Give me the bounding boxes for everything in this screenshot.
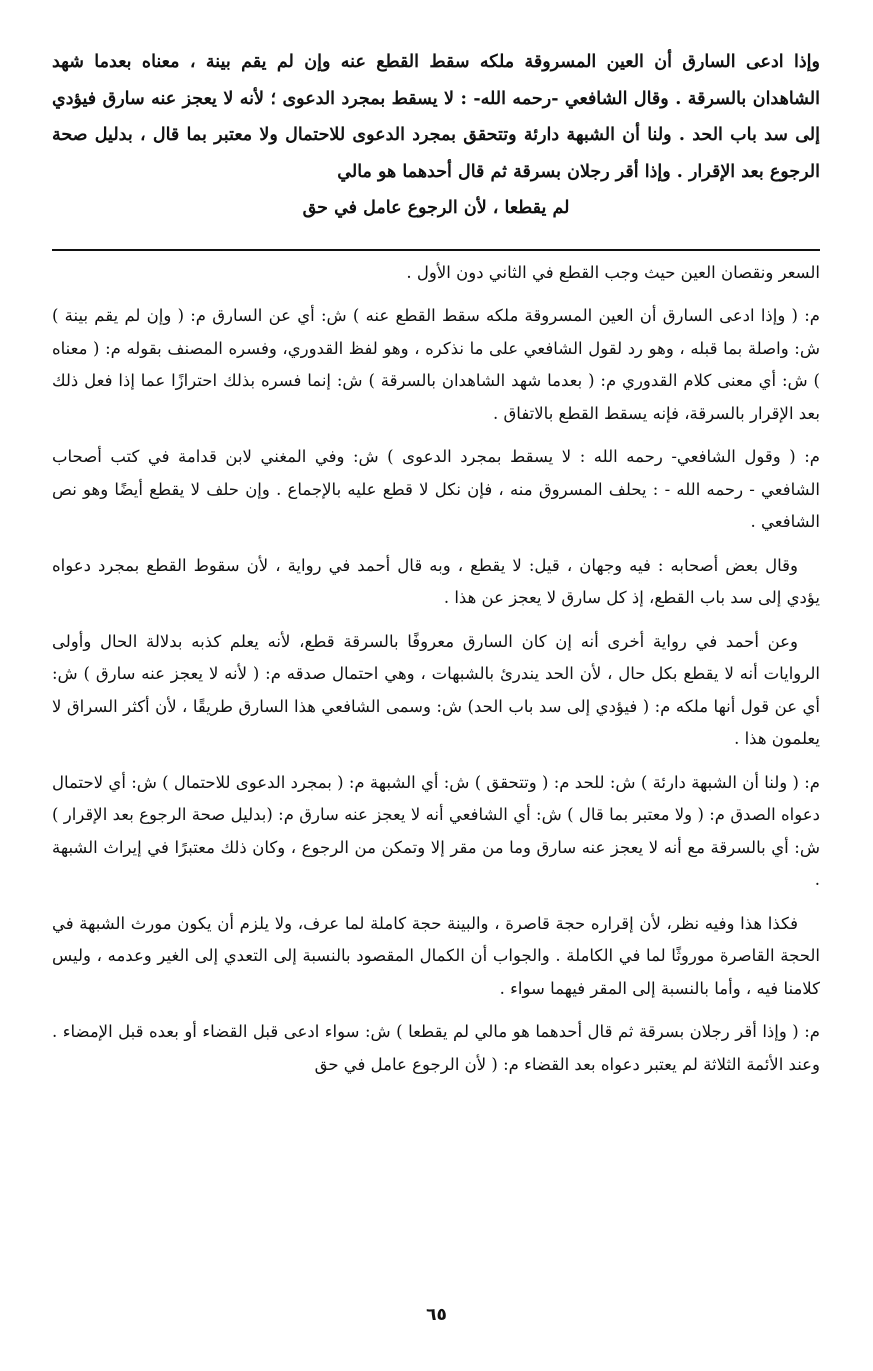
commentary-paragraph-7: فكذا هذا وفيه نظر، لأن إقراره حجة قاصرة ، والبينة حجة كاملة لما عرف، ولا يلزم أن يكون مورث الشبهة في الحجة القاصرة موروثًا لما في الكاملة . والجواب أن الكمال المقصود بالنسبة إلى التعدي إلى الغير وعدمه ، وليس كلامنا فيه ، وأما بالنسبة إلى المقر فيهما سواء . bbox=[52, 913, 820, 998]
commentary-paragraph-5: وعن أحمد في رواية أخرى أنه إن كان السارق معروفًا بالسرقة قطع، لأنه يعلم كذبه بدلالة الحال وأولى الروايات أنه لا يقطع بكل حال ، لأن الحد يندرئ بالشبهات ، وهي احتمال صدقه م: ( لأنه لا يعجز عنه سارق ) ش: أي عن قول أنها ملكه م: ( فيؤدي إلى سد باب الحد) ش: وسمى الشافعي هذا السارق طريقًا ، لأن أكثر السراق لا يعلمون هذا . bbox=[52, 631, 820, 748]
commentary-paragraph-4: وقال بعض أصحابه : فيه وجهان ، قيل: لا يقطع ، وبه قال أحمد في رواية ، لأن سقوط القطع بمجرد دعواه يؤدي إلى سد باب القطع، إذ كل سارق لا يعجز عن هذا . bbox=[52, 555, 820, 607]
commentary-paragraph-3: م: ( وقول الشافعي- رحمه الله : لا يسقط بمجرد الدعوى ) ش: وفي المغني لابن قدامة في كتب أصحاب الشافعي - رحمه الله - : يحلف المسروق منه ، فإن نكل لا قطع عليه بالإجماع . وإن حلف لا يقطع أيضًا وهو نص الشافعي . bbox=[52, 447, 820, 531]
main-paragraph: وإذا ادعى السارق أن العين المسروقة ملكه سقط القطع عنه وإن لم يقم بينة ، معناه بعدما شهد الشاهدان بالسرقة . وقال الشافعي -رحمه الله- : لا يسقط بمجرد الدعوى ؛ لأنه لا يعجز عنه سارق فيؤدي إلى سد باب الحد . ولنا أن الشبهة دارئة وتتحقق بمجرد الدعوى للاحتمال ولا معتبر بما قال ، بدليل صحة الرجوع بعد الإقرار . وإذا أقر رجلان بسرقة ثم قال أحدهما هو مالي bbox=[52, 52, 820, 182]
separator-rule bbox=[52, 249, 820, 251]
commentary-block bbox=[52, 257, 820, 1082]
commentary-paragraph-6: م: ( ولنا أن الشبهة دارئة ) ش: للحد م: ( وتتحقق ) ش: أي الشبهة م: ( بمجرد الدعوى للاحتمال ) ش: أي لاحتمال دعواه الصدق م: ( ولا معتبر بما قال ) ش: أي الشافعي أنه لا يعجز عنه سارق م: (بدليل صحة الرجوع بعد الإقرار ) ش: أي بالسرقة مع أنه لا يعجز عنه سارق وما من مقر إلا وتمكن من الرجوع ، وكان ذلك معتبرًا في إيراث الشبهة . bbox=[52, 772, 820, 889]
commentary-paragraph-8: م: ( وإذا أقر رجلان بسرقة ثم قال أحدهما هو مالي لم يقطعا ) ش: سواء ادعى قبل القضاء أو بعده قبل الإمضاء . وعند الأئمة الثلاثة لم يعتبر دعواه بعد القضاء م: ( لأن الرجوع عامل في حق bbox=[52, 1022, 820, 1074]
main-paragraph-last-line: لم يقطعا ، لأن الرجوع عامل في حق bbox=[302, 198, 570, 218]
book-page bbox=[52, 44, 820, 1092]
main-text-block bbox=[52, 44, 820, 227]
page-number: ٦٥ bbox=[426, 1305, 447, 1325]
commentary-paragraph-1: السعر ونقصان العين حيث وجب القطع في الثاني دون الأول . bbox=[406, 262, 820, 282]
commentary-paragraph-2: م: ( وإذا ادعى السارق أن العين المسروقة ملكه سقط القطع عنه ) ش: أي عن السارق م: ( وإن لم يقم بينة ) ش: واصلة بما قبله ، وهو رد لقول الشافعي على ما نذكره ، وهو لفظ القدوري، وفسره المصنف بقوله م: ( معناه ) ش: أي معنى كلام القدوري م: ( بعدما شهد الشاهدان بالسرقة ) ش: إنما فسره بذلك احترازًا عما إذا فعل ذلك بعد الإقرار بالسرقة، فإنه يسقط القطع بالاتفاق . bbox=[52, 306, 820, 423]
